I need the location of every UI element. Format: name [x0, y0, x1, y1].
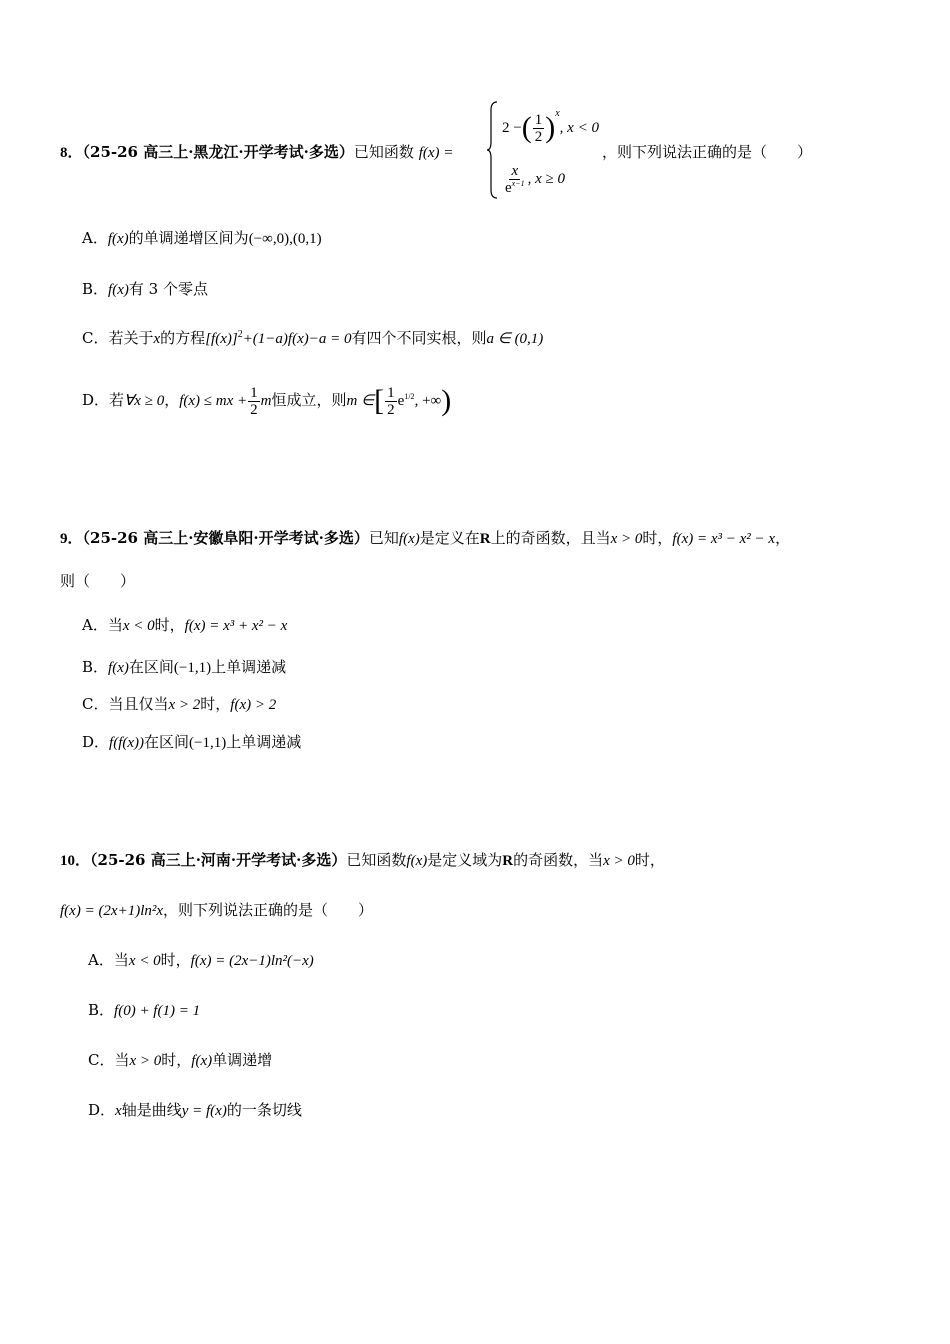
q9-stem-e: ，: [775, 529, 791, 547]
q8-fx: f(x) =: [418, 145, 454, 161]
q8-option-c[interactable]: [82, 328, 543, 349]
q9-a-expr: f(x) = x³ + x² − x: [184, 618, 288, 634]
q8-case1-den: 2: [534, 128, 543, 145]
q8-number: 8．: [60, 145, 83, 161]
q8-source: （25-26 高三上·黑龙江·开学考试·多选）: [82, 143, 354, 161]
q8-option-c-label: C．: [82, 329, 109, 347]
q8-a-intervals: (−∞,0),(0,1): [248, 231, 322, 247]
q8-c-range: a ∈ (0,1): [486, 331, 544, 347]
q10-stem: [60, 850, 665, 871]
q9-c-text-1: 当且仅当: [108, 695, 169, 713]
q10-d-curve: y = f(x): [181, 1103, 227, 1119]
q9-stem: [60, 528, 790, 549]
q8-b-fx: f(x): [108, 282, 129, 298]
q9-stem-fx: f(x): [398, 531, 420, 547]
q8-case2-den: e: [505, 179, 512, 196]
q8-d-int-exp: 1/2: [404, 392, 415, 401]
q8-d-m: m: [260, 393, 272, 409]
q9-option-b-label: B．: [82, 658, 109, 676]
q9-option-c-label: C．: [82, 695, 109, 713]
q9-option-c[interactable]: [82, 694, 276, 715]
q9-b-text-2: 上单调递减: [211, 658, 287, 676]
q8-option-b-label: B．: [82, 280, 109, 298]
q9-c-expr: f(x) > 2: [230, 697, 277, 713]
q10-c-cond: x > 0: [129, 1053, 162, 1069]
q9-stem-r: R: [479, 531, 491, 547]
q10-stem-expr: f(x) = (2x+1)ln²x: [60, 903, 164, 919]
q8-c-equation: +(1−a)f(x)−a = 0: [242, 331, 352, 347]
q8-stem-tail: [602, 142, 812, 162]
q10-stem-b: 是定义域为: [427, 851, 503, 869]
q10-number: 10．: [60, 853, 91, 869]
q9-a-cond: x < 0: [122, 618, 155, 634]
q8-d-int-e: e: [397, 393, 405, 409]
q10-stem-d: 时，: [634, 851, 665, 869]
q8-c-text-1: 若关于: [108, 329, 154, 347]
q9-number: 9．: [60, 531, 83, 547]
q8-d-m-in: m ∈: [346, 393, 375, 409]
q8-stem-text: 已知函数: [353, 143, 414, 161]
q8-d-int-tail: , +∞: [414, 393, 442, 409]
q9-stem-d: 时，: [642, 529, 673, 547]
q8-d-int-num: 1: [387, 384, 395, 401]
q10-option-c[interactable]: [88, 1050, 272, 1071]
q10-option-c-label: C．: [88, 1051, 115, 1069]
q8-piecewise-brace: [486, 100, 498, 200]
q8-d-ineq: f(x) ≤ mx +: [179, 393, 248, 409]
q10-c-text-2: 时，: [161, 1051, 192, 1069]
q8-d-frac-den: 2: [250, 401, 258, 418]
q10-a-text-1: 当: [113, 951, 129, 969]
q10-c-text-3: 单调递增: [212, 1051, 273, 1069]
q9-stem-f: 则（ ）: [60, 572, 136, 590]
q8-d-forall: ∀x ≥ 0: [124, 393, 165, 409]
q8-d-text-2: 恒成立，则: [271, 391, 347, 409]
q8-stem: [60, 142, 453, 163]
q9-option-d[interactable]: [82, 732, 301, 753]
q8-c-bracket: [f(x)]: [205, 331, 238, 347]
q8-stem-tail-text: ，则下列说法正确的是（ ）: [602, 143, 813, 161]
q10-stem-c: 的奇函数，当: [513, 851, 604, 869]
q8-d-int-den: 2: [387, 401, 395, 418]
q9-d-text-1: 在区间: [144, 733, 190, 751]
q10-option-a-label: A．: [88, 951, 114, 969]
q9-source: （25-26 高三上·安徽阜阳·开学考试·多选）: [82, 529, 369, 547]
q8-c-text-2: 的方程: [160, 329, 206, 347]
q8-option-a-label: A．: [82, 229, 108, 247]
q10-option-a[interactable]: [88, 950, 314, 971]
q8-case2-num: x: [511, 162, 519, 179]
q9-d-ffx: f(f(x)): [109, 735, 145, 751]
q9-a-text-2: 时，: [154, 616, 185, 634]
q10-d-text-1: 轴是曲线: [121, 1101, 182, 1119]
q10-a-expr: f(x) = (2x−1)ln²(−x): [190, 953, 314, 969]
q8-case-1: 2 −( $\frac{1}{2}$ )$^x$, x < 0: [502, 108, 599, 145]
q8-case1-lead: 2 −: [502, 120, 522, 136]
q10-option-b-label: B．: [88, 1001, 115, 1019]
q9-option-d-label: D．: [82, 733, 110, 751]
q9-stem-expr: f(x) = x³ − x² − x: [672, 531, 776, 547]
q10-stem-fx: f(x): [406, 853, 428, 869]
q10-stem-r: R: [502, 853, 514, 869]
q10-stem-cond: x > 0: [603, 853, 635, 869]
q10-a-text-2: 时，: [160, 951, 191, 969]
q10-option-d[interactable]: [88, 1100, 302, 1121]
q10-option-b[interactable]: [88, 1000, 200, 1021]
q10-stem-tail: ，则下列说法正确的是（ ）: [163, 901, 374, 919]
q9-b-fx: f(x): [108, 660, 129, 676]
q9-b-interval: (−1,1): [173, 660, 212, 676]
q10-c-fx: f(x): [191, 1053, 213, 1069]
q8-b-text: 有 3 个零点: [128, 280, 208, 298]
q10-b-expr: f(0) + f(1) = 1: [114, 1003, 201, 1019]
q8-case2-cond: , x ≥ 0: [527, 171, 566, 187]
q8-case-2: [502, 158, 565, 199]
q8-c-square: 2: [237, 329, 243, 340]
q9-stem-a: 已知: [368, 529, 399, 547]
q8-case1-num: 1: [534, 111, 543, 128]
q9-stem-c: 上的奇函数，且当: [490, 529, 611, 547]
q9-option-b[interactable]: [82, 657, 286, 678]
q10-source: （25-26 高三上·河南·开学考试·多选）: [90, 851, 347, 869]
q10-option-d-label: D．: [88, 1101, 116, 1119]
q9-stem-cond: x > 0: [610, 531, 643, 547]
q10-c-text-1: 当: [114, 1051, 130, 1069]
q9-option-a-label: A．: [82, 616, 108, 634]
q10-d-x: x: [115, 1103, 122, 1119]
q8-c-text-3: 有四个不同实根，则: [351, 329, 487, 347]
q9-stem-line2: [60, 571, 135, 591]
q8-option-b[interactable]: [82, 279, 208, 300]
q10-stem-line2: [60, 900, 373, 921]
q8-option-d-label: D．: [82, 391, 110, 409]
q9-a-text-1: 当: [107, 616, 123, 634]
q8-a-text: 的单调递增区间为: [128, 229, 249, 247]
q8-case1-cond: , x < 0: [559, 120, 599, 136]
q8-case2-den-exp: x−1: [511, 178, 525, 188]
q9-stem-b: 是定义在: [419, 529, 480, 547]
q9-c-text-2: 时，: [200, 695, 231, 713]
q9-d-text-2: 上单调递减: [226, 733, 302, 751]
q10-stem-a: 已知函数: [346, 851, 407, 869]
q9-d-interval: (−1,1): [189, 735, 227, 751]
q9-b-text-1: 在区间: [128, 658, 174, 676]
q9-c-cond: x > 2: [168, 697, 201, 713]
q8-option-d[interactable]: D．若∀x ≥ 0，f(x) ≤ mx + $\frac{1}{2}$ m恒成立，则m ∈[ $\frac{1}{2}$ $e^{1/2}$, +∞): [82, 384, 452, 418]
q8-d-text-1: 若: [109, 391, 125, 409]
q10-d-text-2: 的一条切线: [226, 1101, 302, 1119]
q8-case1-exp: x: [555, 108, 560, 119]
q8-a-fx: f(x): [107, 231, 129, 247]
q9-option-a[interactable]: [82, 615, 287, 636]
q8-option-a[interactable]: [82, 228, 322, 249]
q8-d-frac-num: 1: [250, 384, 258, 401]
q10-a-cond: x < 0: [128, 953, 161, 969]
q8-d-comma: ，: [164, 391, 180, 409]
q8-c-x: x: [153, 331, 161, 347]
